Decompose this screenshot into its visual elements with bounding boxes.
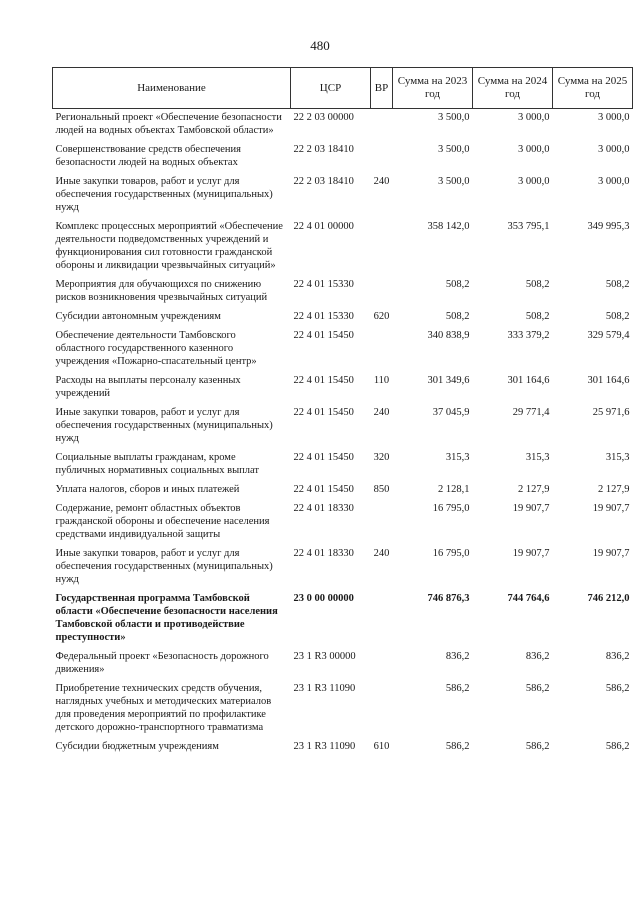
cell-name: Уплата налогов, сборов и иных платежей <box>55 484 240 495</box>
cell-sum-2023: 508,2 <box>445 279 470 290</box>
header-sum-2025: Сумма на 2025 год <box>553 68 633 109</box>
cell-sum-2023: 340 838,9 <box>427 330 470 341</box>
cell-sum-2025: 746 212,0 <box>587 593 630 604</box>
cell-csr: 23 1 R3 11090 <box>293 683 356 694</box>
cell-sum-2023: 586,2 <box>445 683 470 694</box>
table-row <box>53 173 633 218</box>
cell-sum-2024: 353 795,1 <box>507 221 550 232</box>
table-row <box>53 109 633 142</box>
cell-name: Социальные выплаты гражданам, кроме публичных нормативных социальных выплат <box>55 452 259 476</box>
cell-name: Государственная программа Тамбовской области «Обеспечение безопасности населения Тамбовской области и противодействие преступности» <box>55 593 278 643</box>
cell-csr: 22 4 01 15450 <box>293 484 354 495</box>
cell-csr: 22 4 01 15450 <box>293 452 354 463</box>
cell-vr: 850 <box>373 484 390 495</box>
cell-sum-2024: 508,2 <box>525 279 550 290</box>
cell-name: Субсидии бюджетным учреждениям <box>55 741 219 752</box>
cell-name: Комплекс процессных мероприятий «Обеспечение деятельности подведомственных учреждений и функционирования сил готовности гражданской обороны и ликвидации чрезвычайных ситуаций» <box>55 221 283 271</box>
cell-sum-2023: 586,2 <box>445 741 470 752</box>
cell-sum-2023: 3 500,0 <box>438 112 470 123</box>
cell-sum-2024: 586,2 <box>525 741 550 752</box>
table-row <box>53 327 633 372</box>
cell-sum-2023: 315,3 <box>445 452 470 463</box>
table-row <box>53 141 633 173</box>
cell-name: Мероприятия для обучающихся по снижению рисков возникновения чрезвычайных ситуаций <box>55 279 268 303</box>
table-row <box>53 738 633 757</box>
cell-sum-2025: 586,2 <box>605 683 630 694</box>
cell-sum-2023: 836,2 <box>445 651 470 662</box>
table-row <box>53 648 633 680</box>
cell-csr: 22 4 01 18330 <box>293 503 354 514</box>
cell-sum-2025: 315,3 <box>605 452 630 463</box>
cell-name: Обеспечение деятельности Тамбовского областного государственного казенного учреждения «Пожарно-спасательный центр» <box>55 330 257 367</box>
cell-sum-2025: 2 127,9 <box>598 484 630 495</box>
cell-vr: 320 <box>373 452 390 463</box>
cell-sum-2024: 2 127,9 <box>518 484 550 495</box>
cell-sum-2024: 19 907,7 <box>512 548 550 559</box>
cell-csr: 22 4 01 15450 <box>293 375 354 386</box>
cell-csr: 22 4 01 18330 <box>293 548 354 559</box>
cell-sum-2025: 586,2 <box>605 741 630 752</box>
cell-sum-2025: 508,2 <box>605 311 630 322</box>
cell-name: Содержание, ремонт областных объектов гражданской обороны и обеспечение населения средствами индивидуальной защиты <box>55 503 270 540</box>
table-row <box>53 276 633 308</box>
cell-sum-2024: 29 771,4 <box>512 407 550 418</box>
cell-name: Федеральный проект «Безопасность дорожного движения» <box>55 651 269 675</box>
table-row <box>53 590 633 648</box>
cell-sum-2025: 3 000,0 <box>598 112 630 123</box>
cell-sum-2025: 836,2 <box>605 651 630 662</box>
cell-vr: 620 <box>373 311 390 322</box>
cell-sum-2024: 508,2 <box>525 311 550 322</box>
cell-sum-2024: 3 000,0 <box>518 112 550 123</box>
table-row <box>53 545 633 590</box>
cell-name: Расходы на выплаты персоналу казенных учреждений <box>55 375 241 399</box>
cell-sum-2023: 3 500,0 <box>438 144 470 155</box>
cell-csr: 22 2 03 18410 <box>293 144 354 155</box>
cell-name: Региональный проект «Обеспечение безопасности людей на водных объектах Тамбовской области» <box>55 112 282 136</box>
cell-sum-2023: 358 142,0 <box>427 221 470 232</box>
header-sum-2023: Сумма на 2023 год <box>393 68 473 109</box>
cell-sum-2023: 508,2 <box>445 311 470 322</box>
cell-sum-2024: 19 907,7 <box>512 503 550 514</box>
cell-sum-2025: 25 971,6 <box>592 407 630 418</box>
cell-name: Субсидии автономным учреждениям <box>55 311 221 322</box>
cell-vr <box>371 500 393 545</box>
cell-name: Приобретение технических средств обучения, наглядных учебных и методических материалов для проведения мероприятий по профилактике детского дорожно-транспортного травматизма <box>55 683 272 733</box>
cell-sum-2024: 3 000,0 <box>518 144 550 155</box>
cell-sum-2025: 508,2 <box>605 279 630 290</box>
cell-sum-2024: 744 764,6 <box>507 593 550 604</box>
cell-sum-2023: 2 128,1 <box>438 484 470 495</box>
cell-sum-2023: 301 349,6 <box>427 375 470 386</box>
cell-name: Иные закупки товаров, работ и услуг для обеспечения государственных (муниципальных) нужд <box>55 407 273 444</box>
cell-sum-2025: 19 907,7 <box>592 548 630 559</box>
cell-csr: 22 4 01 15450 <box>293 407 354 418</box>
cell-sum-2025: 301 164,6 <box>587 375 630 386</box>
cell-csr: 23 1 R3 00000 <box>293 651 356 662</box>
cell-csr: 22 2 03 18410 <box>293 176 354 187</box>
cell-sum-2024: 333 379,2 <box>507 330 550 341</box>
header-name: Наименование <box>53 68 291 109</box>
cell-vr <box>371 218 393 276</box>
cell-vr <box>371 680 393 738</box>
table-row <box>53 218 633 276</box>
cell-csr: 22 2 03 00000 <box>293 112 354 123</box>
cell-sum-2025: 349 995,3 <box>587 221 630 232</box>
cell-vr: 240 <box>373 407 390 418</box>
page-number: 480 <box>310 38 330 53</box>
cell-sum-2023: 16 795,0 <box>432 548 470 559</box>
cell-vr: 240 <box>373 176 390 187</box>
cell-vr: 610 <box>373 741 390 752</box>
table-row <box>53 404 633 449</box>
cell-sum-2025: 3 000,0 <box>598 176 630 187</box>
cell-sum-2024: 315,3 <box>525 452 550 463</box>
cell-name: Совершенствование средств обеспечения безопасности людей на водных объектах <box>55 144 241 168</box>
cell-sum-2025: 19 907,7 <box>592 503 630 514</box>
budget-table <box>52 67 633 757</box>
table-row <box>53 481 633 500</box>
cell-sum-2024: 301 164,6 <box>507 375 550 386</box>
table-row <box>53 680 633 738</box>
header-sum-2024: Сумма на 2024 год <box>473 68 553 109</box>
cell-sum-2023: 3 500,0 <box>438 176 470 187</box>
cell-vr <box>371 590 393 648</box>
cell-csr: 23 1 R3 11090 <box>293 741 356 752</box>
cell-sum-2023: 746 876,3 <box>427 593 470 604</box>
cell-sum-2023: 37 045,9 <box>432 407 470 418</box>
table-body <box>53 109 633 758</box>
header-csr: ЦСР <box>291 68 371 109</box>
table-row <box>53 372 633 404</box>
cell-csr: 22 4 01 15450 <box>293 330 354 341</box>
cell-csr: 22 4 01 15330 <box>293 279 354 290</box>
cell-sum-2024: 586,2 <box>525 683 550 694</box>
table-header <box>53 68 633 109</box>
cell-sum-2024: 836,2 <box>525 651 550 662</box>
cell-sum-2024: 3 000,0 <box>518 176 550 187</box>
cell-vr: 240 <box>373 548 390 559</box>
cell-vr <box>371 276 393 308</box>
table-row <box>53 308 633 327</box>
cell-name: Иные закупки товаров, работ и услуг для обеспечения государственных (муниципальных) нужд <box>55 548 273 585</box>
cell-vr <box>371 141 393 173</box>
table-row <box>53 449 633 481</box>
cell-csr: 23 0 00 00000 <box>293 593 354 604</box>
cell-vr <box>371 327 393 372</box>
cell-sum-2025: 3 000,0 <box>598 144 630 155</box>
cell-sum-2023: 16 795,0 <box>432 503 470 514</box>
cell-sum-2025: 329 579,4 <box>587 330 630 341</box>
header-vr: ВР <box>371 68 393 109</box>
cell-vr <box>371 648 393 680</box>
cell-vr: 110 <box>373 375 390 386</box>
cell-csr: 22 4 01 00000 <box>293 221 354 232</box>
cell-csr: 22 4 01 15330 <box>293 311 354 322</box>
table-row <box>53 500 633 545</box>
cell-vr <box>371 109 393 142</box>
cell-name: Иные закупки товаров, работ и услуг для обеспечения государственных (муниципальных) нужд <box>55 176 273 213</box>
